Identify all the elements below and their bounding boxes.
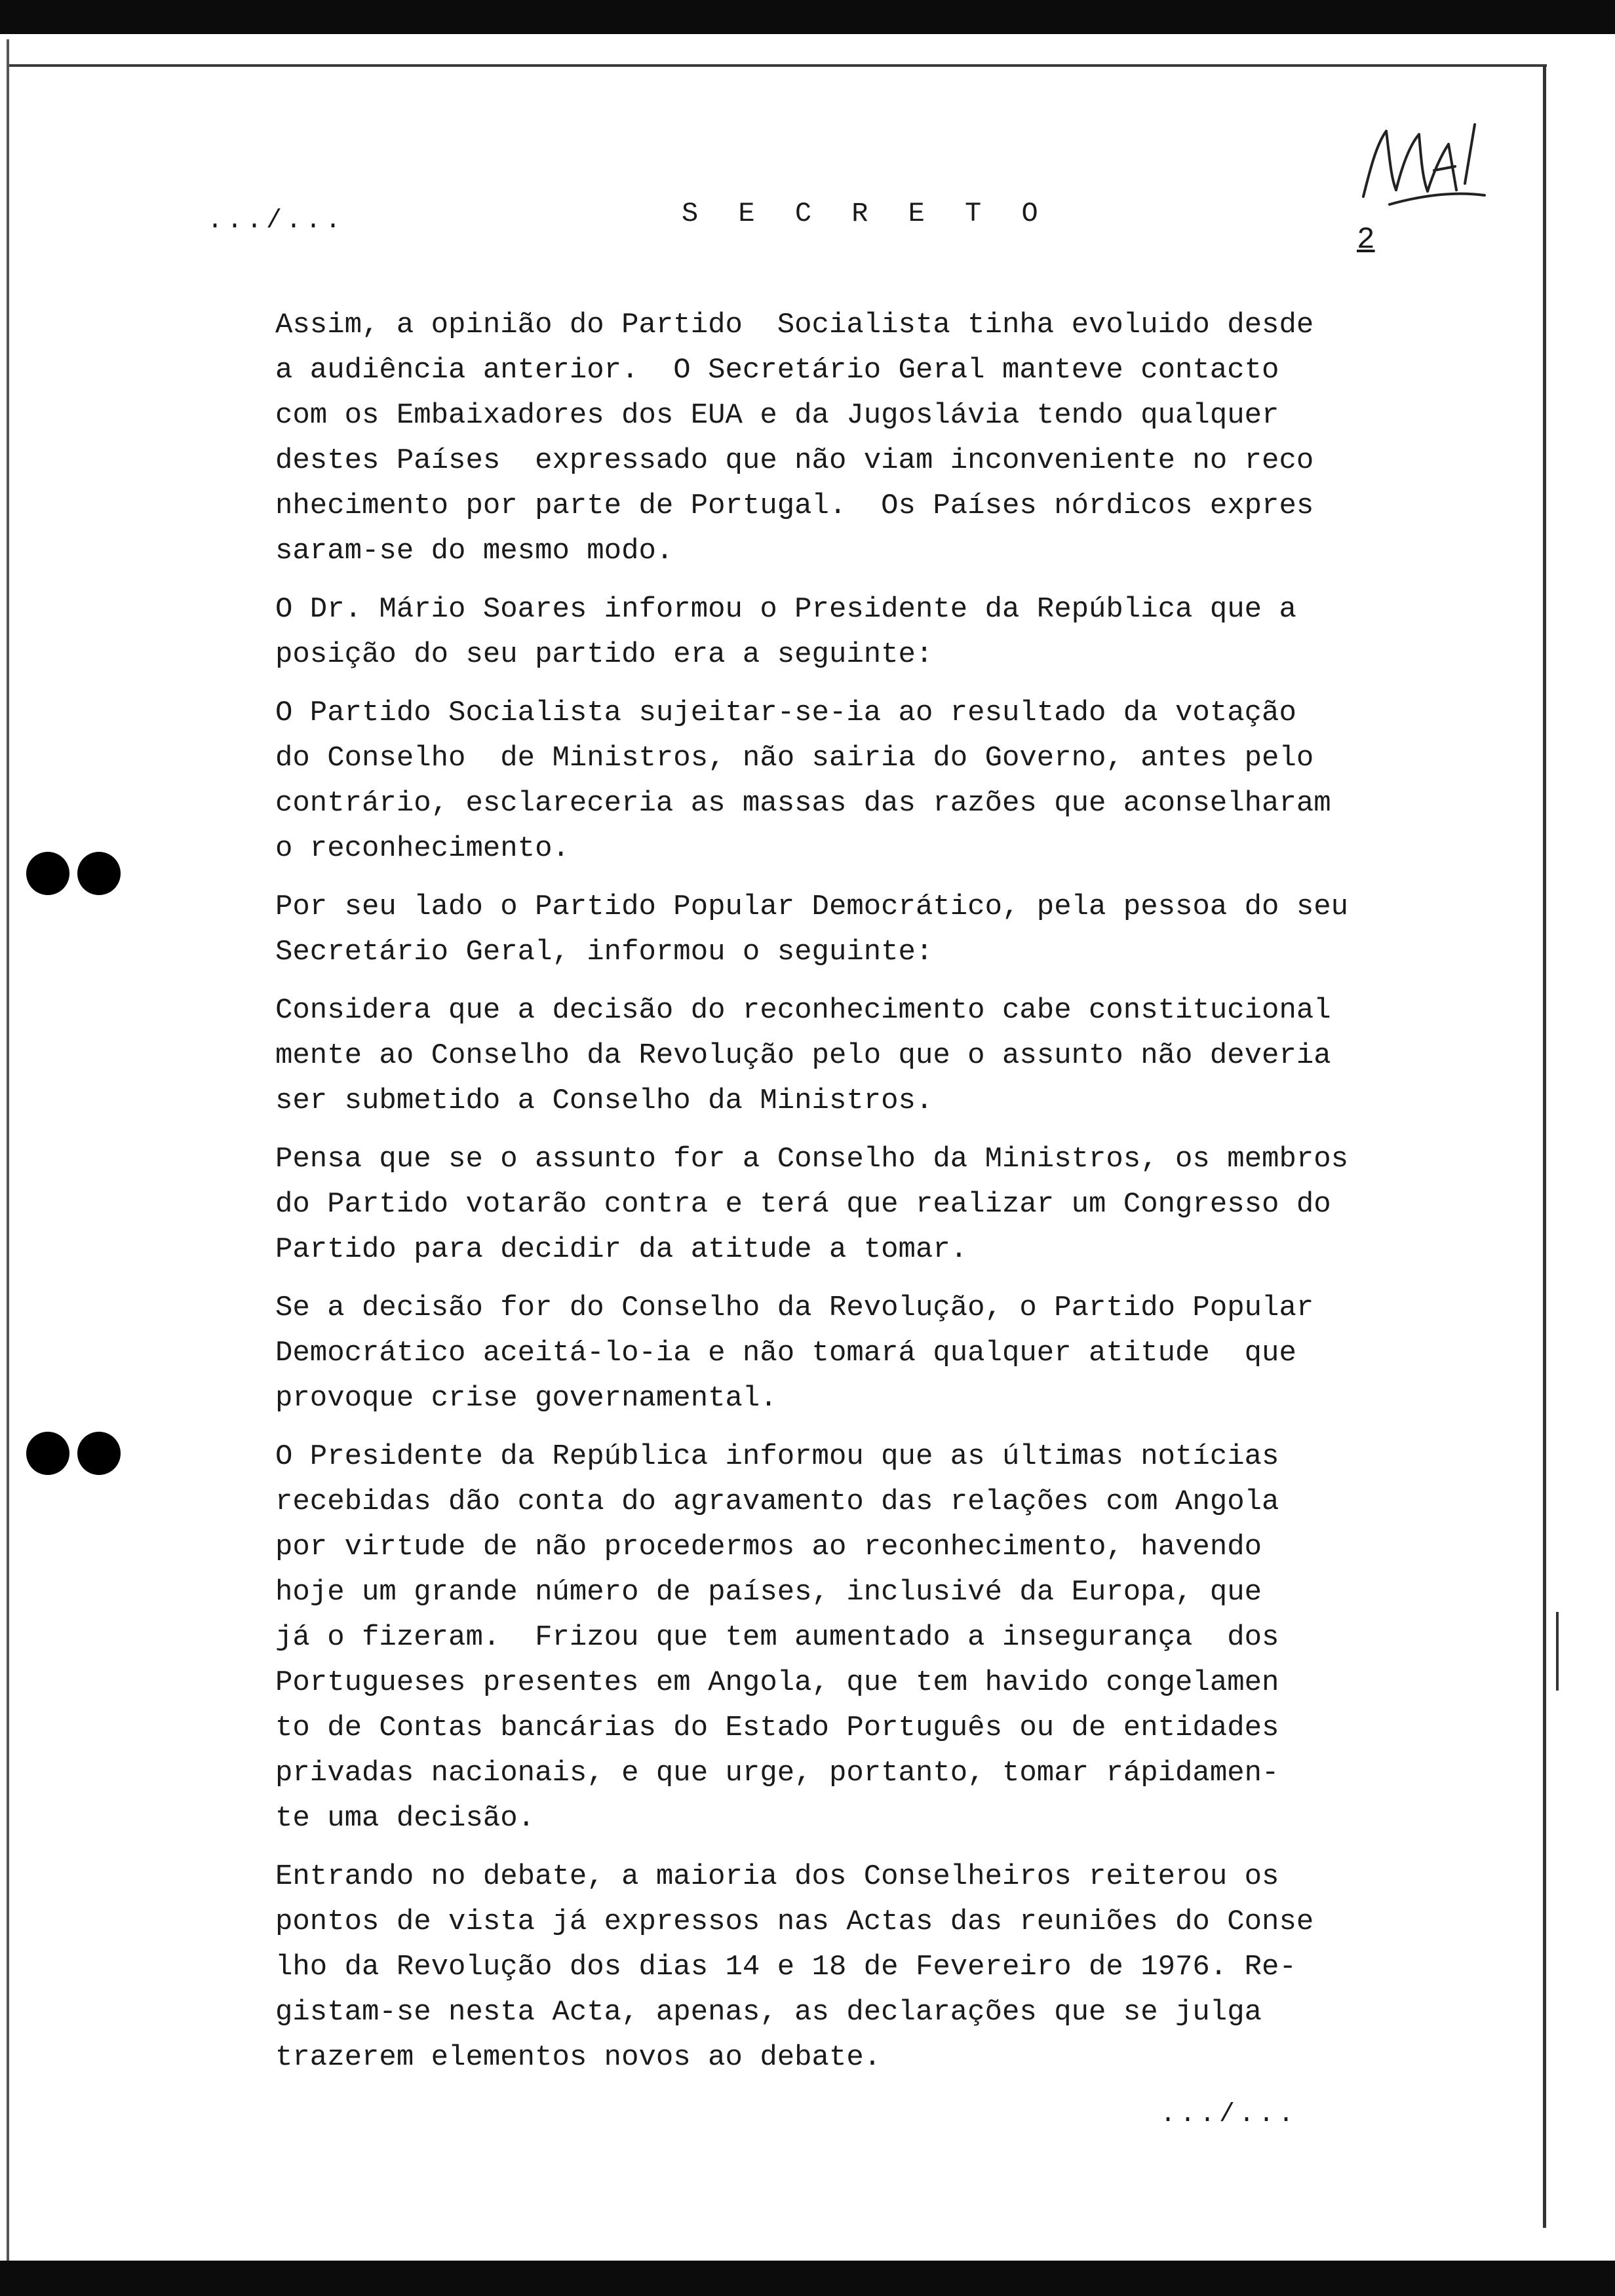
text-line: mente ao Conselho da Revolução pelo que o assunto não deveria xyxy=(275,1039,1331,1072)
paragraph xyxy=(275,1434,1403,1841)
text-line: já o fizeram. Frizou que tem aumentado a insegurança dos xyxy=(275,1621,1279,1654)
text-line: do Conselho de Ministros, não sairia do Governo, antes pelo xyxy=(275,742,1314,775)
page-frame-right-line xyxy=(1543,66,1546,2228)
paragraph xyxy=(275,691,1403,871)
text-line: hoje um grande número de países, inclusivé da Europa, que xyxy=(275,1576,1262,1609)
punch-hole-4 xyxy=(77,1432,121,1475)
text-line: Por seu lado o Partido Popular Democrático, pela pessoa do seu xyxy=(275,890,1349,923)
page-frame-top-line xyxy=(7,64,1547,67)
text-line: com os Embaixadores dos EUA e da Jugoslávia tendo qualquer xyxy=(275,399,1279,432)
text-line: pontos de vista já expressos nas Actas das reuniões do Conse xyxy=(275,1905,1314,1938)
text-line: O Presidente da República informou que as últimas notícias xyxy=(275,1440,1279,1473)
text-line: ser submetido a Conselho da Ministros. xyxy=(275,1084,933,1117)
paragraph xyxy=(275,303,1403,574)
text-line: gistam-se nesta Acta, apenas, as declarações que se julga xyxy=(275,1996,1262,2029)
text-line: Democrático aceitá-lo-ia e não tomará qualquer atitude que xyxy=(275,1337,1296,1369)
text-line: o reconhecimento. xyxy=(275,832,570,865)
classification-heading: S E C R E T O xyxy=(682,198,1050,229)
text-line: O Dr. Mário Soares informou o Presidente da República que a xyxy=(275,593,1296,626)
paragraph xyxy=(275,1854,1403,2080)
punch-hole-1 xyxy=(26,852,69,895)
handwritten-initials-signature xyxy=(1350,118,1494,216)
header-continuation-mark: .../... xyxy=(207,206,345,236)
page-frame-right-mark xyxy=(1556,1612,1559,1691)
text-line: trazerem elementos novos ao debate. xyxy=(275,2041,882,2074)
text-line: do Partido votarão contra e terá que realizar um Congresso do xyxy=(275,1188,1331,1221)
text-line: nhecimento por parte de Portugal. Os Países nórdicos expres xyxy=(275,489,1314,522)
text-line: a audiência anterior. O Secretário Geral manteve contacto xyxy=(275,354,1279,387)
footer-continuation-mark: .../... xyxy=(1160,2100,1298,2130)
text-line: Pensa que se o assunto for a Conselho da Ministros, os membros xyxy=(275,1143,1349,1176)
punch-hole-3 xyxy=(26,1432,69,1475)
text-line: Considera que a decisão do reconhecimento cabe constitucional xyxy=(275,994,1331,1027)
text-line: destes Países expressado que não viam inconveniente no reco xyxy=(275,444,1314,477)
punch-hole-2 xyxy=(77,852,121,895)
text-line: por virtude de não procedermos ao reconhecimento, havendo xyxy=(275,1531,1262,1563)
paragraph xyxy=(275,885,1403,975)
text-line: saram-se do mesmo modo. xyxy=(275,535,674,567)
text-line: Entrando no debate, a maioria dos Conselheiros reiterou os xyxy=(275,1860,1279,1893)
paragraph xyxy=(275,1286,1403,1421)
page-frame-left-line xyxy=(7,39,9,2261)
text-line: lho da Revolução dos dias 14 e 18 de Fevereiro de 1976. Re- xyxy=(275,1951,1296,1983)
text-line: privadas nacionais, e que urge, portanto, tomar rápidamen- xyxy=(275,1757,1279,1789)
text-line: te uma decisão. xyxy=(275,1802,535,1835)
text-line: Portugueses presentes em Angola, que tem havido congelamen xyxy=(275,1666,1279,1699)
text-line: contrário, esclareceria as massas das razões que aconselharam xyxy=(275,787,1331,820)
document-body xyxy=(275,303,1403,2094)
text-line: Assim, a opinião do Partido Socialista tinha evoluido desde xyxy=(275,309,1314,341)
paragraph xyxy=(275,1137,1403,1272)
paragraph xyxy=(275,587,1403,678)
text-line: to de Contas bancárias do Estado Português ou de entidades xyxy=(275,1712,1279,1744)
scan-border-top xyxy=(0,0,1615,34)
text-line: posição do seu partido era a seguinte: xyxy=(275,638,933,671)
text-line: Partido para decidir da atitude a tomar. xyxy=(275,1233,968,1266)
scan-border-bottom xyxy=(0,2261,1615,2296)
text-line: Se a decisão for do Conselho da Revolução, o Partido Popular xyxy=(275,1292,1314,1324)
page-number: 2 xyxy=(1357,223,1375,257)
paragraph xyxy=(275,988,1403,1124)
text-line: Secretário Geral, informou o seguinte: xyxy=(275,936,933,968)
text-line: provoque crise governamental. xyxy=(275,1382,777,1415)
text-line: recebidas dão conta do agravamento das relações com Angola xyxy=(275,1485,1279,1518)
text-line: O Partido Socialista sujeitar-se-ia ao resultado da votação xyxy=(275,697,1296,729)
